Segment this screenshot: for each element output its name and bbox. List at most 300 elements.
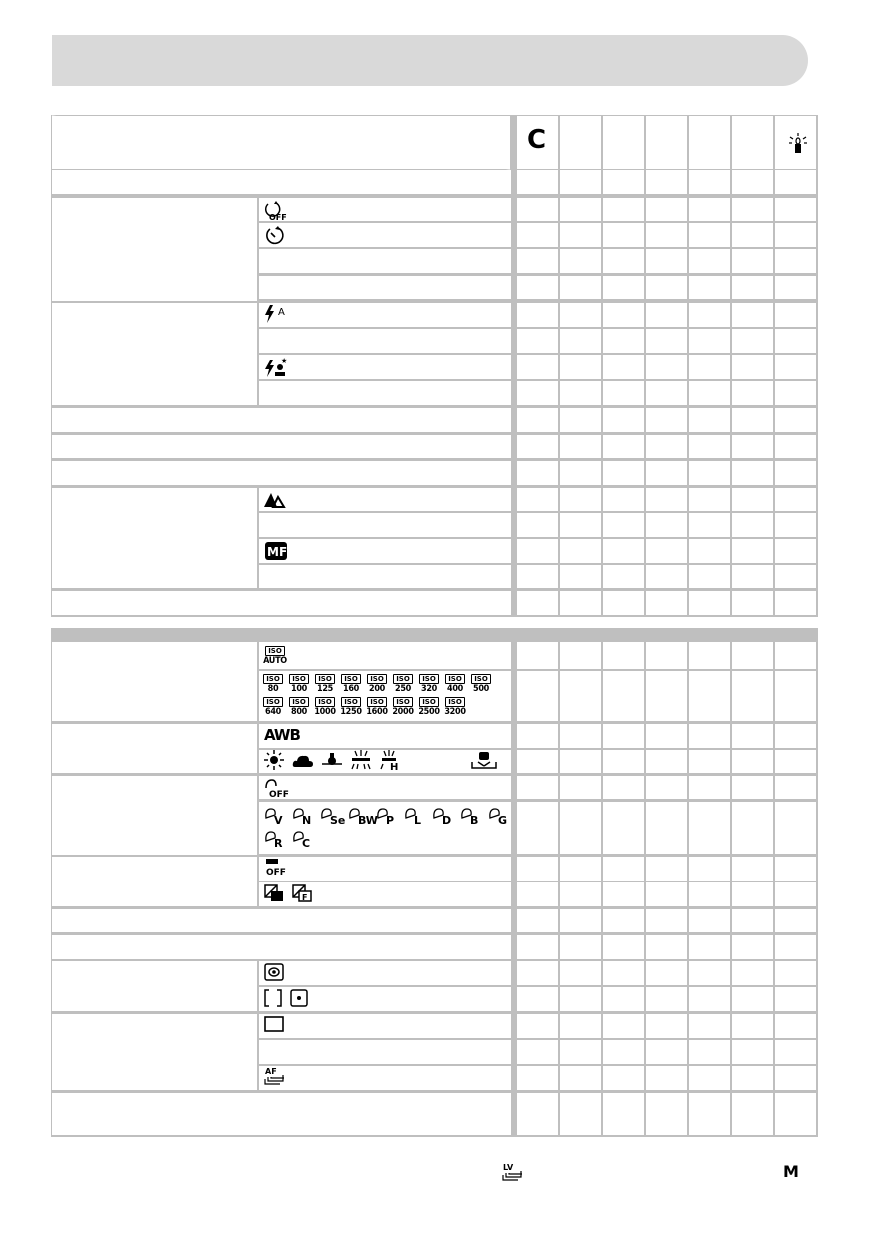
table-cell (603, 539, 644, 563)
table-cell (689, 249, 730, 273)
iso-values-row-2 (262, 697, 466, 717)
table-cell (775, 961, 816, 985)
table-cell (646, 591, 687, 615)
table-cell (775, 276, 816, 299)
table-cell (646, 909, 687, 932)
table-cell (603, 198, 644, 221)
svg-text:MF: MF (267, 545, 288, 559)
exposure-bracket-icon (264, 884, 284, 902)
table-cell (560, 488, 601, 511)
bracket-icons-row (264, 884, 312, 902)
table-cell (689, 961, 730, 985)
table-cell (689, 223, 730, 247)
table-cell (603, 802, 644, 854)
table-cell (603, 329, 644, 353)
table-cell (603, 1040, 644, 1064)
table-cell (517, 539, 558, 563)
table-cell (603, 1093, 644, 1135)
group-label-cell (52, 961, 257, 1011)
table-cell (603, 355, 644, 379)
table-cell (646, 750, 687, 773)
table-cell (517, 223, 558, 247)
table-cell (603, 671, 644, 721)
table-cell (603, 381, 644, 405)
table-cell (775, 170, 816, 194)
table-cell (732, 935, 773, 959)
table-cell (560, 857, 601, 881)
table-cell (560, 987, 601, 1011)
table-cell (689, 776, 730, 799)
my-colors-icon (264, 806, 288, 826)
table-cell (603, 223, 644, 247)
my-colors-icon (320, 806, 344, 826)
table-cell (689, 1066, 730, 1090)
group-label-cell (52, 1014, 257, 1090)
svg-text:D: D (442, 814, 452, 827)
table-cell (689, 987, 730, 1011)
table-cell (732, 642, 773, 669)
table-cell (603, 750, 644, 773)
row-label-cell (52, 461, 511, 485)
my-colors-icon (404, 806, 428, 826)
table-cell (689, 802, 730, 854)
table-cell (646, 987, 687, 1011)
table-cell (517, 1066, 558, 1090)
flash-auto-icon (264, 305, 292, 323)
table-cell (689, 276, 730, 299)
table-cell (732, 329, 773, 353)
my-colors-icon (488, 806, 512, 826)
svg-text:A: A (278, 307, 285, 318)
custom-white-balance-icon (470, 750, 498, 770)
iso-value-icon: ISO 640 (264, 698, 281, 717)
table-cell (775, 435, 816, 458)
table-cell (560, 1093, 601, 1135)
table-cell (732, 408, 773, 432)
table-cell (775, 408, 816, 432)
svg-text:OFF: OFF (266, 868, 286, 878)
iso-value-icon: ISO 1000 (314, 698, 336, 717)
table-cell (603, 1066, 644, 1090)
table-cell (603, 249, 644, 273)
iso-value-icon: ISO 80 (262, 674, 284, 694)
row-label-cell (52, 408, 511, 432)
table-cell (646, 935, 687, 959)
table-cell (732, 1066, 773, 1090)
table-cell (732, 170, 773, 194)
group-label-cell (52, 857, 257, 906)
table-cell (646, 802, 687, 854)
table-cell (689, 488, 730, 511)
table-cell (689, 750, 730, 773)
svg-text:BW: BW (358, 814, 378, 827)
table-cell (732, 513, 773, 537)
option-cell (259, 198, 511, 221)
column-header-cell (603, 116, 644, 169)
my-colors-icon (432, 806, 456, 826)
row-label-cell (52, 935, 511, 959)
table-cell (689, 724, 730, 748)
table-cell (732, 671, 773, 721)
table-cell (732, 249, 773, 273)
iso-value-icon: ISO 125 (316, 675, 333, 694)
my-colors-icon (264, 829, 288, 849)
my-colors-icon (376, 806, 400, 826)
table-cell (646, 435, 687, 458)
table-cell (646, 882, 687, 906)
table-cell (732, 488, 773, 511)
table-cell (775, 724, 816, 748)
table-cell (517, 329, 558, 353)
table-cell (560, 724, 601, 748)
iso-value-icon: ISO 160 (342, 675, 359, 694)
spot-metering-icon (290, 989, 308, 1007)
iso-value-icon: ISO 2000 (392, 698, 414, 717)
table-cell (603, 303, 644, 327)
table-cell (646, 513, 687, 537)
table-cell (775, 671, 816, 721)
table-cell (603, 1014, 644, 1038)
table-cell (560, 642, 601, 669)
svg-text:R: R (274, 837, 283, 850)
option-cell (259, 1066, 511, 1090)
table-cell (646, 1040, 687, 1064)
option-cell (259, 1040, 511, 1064)
table-cell (517, 724, 558, 748)
auto-white-balance-icon: AWB (264, 726, 300, 744)
table-cell (560, 276, 601, 299)
table-cell (517, 488, 558, 511)
table-cell (646, 1066, 687, 1090)
group-label-cell (52, 198, 257, 301)
table-cell (603, 408, 644, 432)
table-cell (646, 329, 687, 353)
table-cell (689, 513, 730, 537)
table-cell (560, 461, 601, 485)
table-cell (775, 591, 816, 615)
table-cell (646, 303, 687, 327)
table-cell (560, 802, 601, 854)
table-cell (775, 329, 816, 353)
table-cell (689, 1093, 730, 1135)
table-cell (603, 909, 644, 932)
iso-value-icon: ISO 100 (290, 675, 307, 694)
table-cell (646, 961, 687, 985)
section-divider (51, 628, 818, 640)
evaluative-metering-icon (264, 963, 284, 981)
table-cell (646, 565, 687, 588)
table-cell (646, 276, 687, 299)
table-cell (603, 435, 644, 458)
table-cell (732, 724, 773, 748)
table-cell (689, 1014, 730, 1038)
table-cell (517, 276, 558, 299)
my-colors-icon (292, 806, 316, 826)
table-cell (775, 1040, 816, 1064)
table-cell (732, 882, 773, 906)
table-cell (603, 276, 644, 299)
table-cell (732, 381, 773, 405)
table-cell (646, 170, 687, 194)
table-cell (689, 857, 730, 881)
table-cell (517, 802, 558, 854)
bracket-off-icon (264, 858, 286, 876)
table-cell (775, 249, 816, 273)
table-cell (517, 671, 558, 721)
table-cell (775, 935, 816, 959)
option-cell (259, 223, 511, 247)
iso-value-icon: ISO 1600 (366, 698, 388, 717)
table-cell (689, 935, 730, 959)
table-cell (775, 303, 816, 327)
table-cell (732, 303, 773, 327)
table-cell (732, 857, 773, 881)
option-cell (259, 249, 511, 273)
table-cell (517, 198, 558, 221)
iso-value-icon: ISO 500 (472, 675, 489, 694)
column-header-c: C (527, 125, 547, 155)
table-cell (646, 461, 687, 485)
table-cell (775, 909, 816, 932)
lv-continuous-icon (502, 1162, 524, 1187)
table-cell (646, 488, 687, 511)
cloudy-icon (292, 751, 314, 769)
svg-text:N: N (302, 814, 312, 827)
self-timer-icon (264, 225, 286, 247)
table-cell (689, 303, 730, 327)
svg-text:★: ★ (281, 357, 288, 365)
table-cell (603, 935, 644, 959)
svg-text:G: G (498, 814, 508, 827)
table-cell (689, 591, 730, 615)
table-cell (732, 987, 773, 1011)
group-label-cell (52, 724, 257, 773)
iso-value-icon: ISO 1250 (340, 698, 362, 717)
my-colors-row-2 (264, 829, 316, 849)
table-cell (775, 565, 816, 588)
table-cell (560, 776, 601, 799)
table-cell (560, 435, 601, 458)
table-cell (775, 488, 816, 511)
option-cell (259, 857, 511, 881)
row-label-cell (52, 435, 511, 458)
table-cell (517, 170, 558, 194)
table-cell (732, 565, 773, 588)
row-label-cell (52, 1093, 511, 1135)
table-cell (689, 381, 730, 405)
table-cell (560, 961, 601, 985)
table-cell (732, 198, 773, 221)
section-gap (51, 617, 818, 628)
svg-text:C: C (302, 837, 311, 850)
table-cell (775, 750, 816, 773)
table-cell (732, 1040, 773, 1064)
table-cell (689, 1040, 730, 1064)
table-cell (732, 435, 773, 458)
table-cell (646, 724, 687, 748)
table-cell (689, 435, 730, 458)
table-cell (775, 776, 816, 799)
table-cell (775, 461, 816, 485)
iso-value-icon: ISO 800 (290, 698, 307, 717)
table-cell (732, 276, 773, 299)
option-cell (259, 1014, 511, 1038)
my-colors-off-icon (264, 778, 289, 800)
svg-text:L: L (414, 814, 422, 827)
table-cell (689, 909, 730, 932)
table-cell (517, 381, 558, 405)
option-cell (259, 303, 511, 327)
table-cell (775, 987, 816, 1011)
table-cell (732, 1093, 773, 1135)
option-cell (259, 329, 511, 353)
table-cell (517, 882, 558, 906)
table-cell (775, 381, 816, 405)
option-cell (259, 539, 511, 563)
table-cell (689, 329, 730, 353)
table-cell (732, 776, 773, 799)
table-cell (646, 642, 687, 669)
table-cell (560, 671, 601, 721)
group-label-cell (52, 642, 257, 721)
table-cell (646, 857, 687, 881)
column-header-cell (646, 116, 687, 169)
row-label-cell (52, 591, 511, 615)
row-label-cell (52, 909, 511, 932)
iso-value-icon: ISO 400 (446, 675, 463, 694)
table-cell (775, 1093, 816, 1135)
table-cell (517, 642, 558, 669)
table-cell (775, 223, 816, 247)
table-cell (732, 750, 773, 773)
table-cell (689, 565, 730, 588)
table-cell (560, 565, 601, 588)
table-cell (732, 961, 773, 985)
table-cell (775, 1014, 816, 1038)
table-cell (517, 513, 558, 537)
af-continuous-icon (264, 1066, 286, 1086)
column-header-cell (560, 116, 601, 169)
fluorescent-h-icon (380, 750, 404, 773)
table-cell (517, 987, 558, 1011)
table-cell (646, 223, 687, 247)
table-cell (646, 249, 687, 273)
svg-text:V: V (274, 814, 283, 827)
header-corner-cell (52, 116, 510, 169)
my-colors-icon (460, 806, 484, 826)
table-cell (646, 776, 687, 799)
table-cell (775, 539, 816, 563)
column-header-cell (689, 116, 730, 169)
table-cell (646, 1014, 687, 1038)
table-cell (646, 381, 687, 405)
table-cell (732, 461, 773, 485)
table-cell (603, 857, 644, 881)
table-cell (775, 355, 816, 379)
table-cell (689, 882, 730, 906)
svg-text:P: P (386, 814, 395, 827)
iso-value-icon: ISO 3200 (444, 698, 466, 717)
focus-bracket-icon (292, 884, 312, 902)
table-cell (646, 539, 687, 563)
table-cell (603, 724, 644, 748)
table-cell (560, 513, 601, 537)
table-cell (689, 170, 730, 194)
table-cell (689, 671, 730, 721)
table-cell (560, 882, 601, 906)
table-cell (603, 170, 644, 194)
svg-text:Se: Se (330, 814, 346, 827)
table-cell (689, 408, 730, 432)
flash-slow-sync-icon (264, 358, 288, 378)
table-cell (560, 198, 601, 221)
center-weighted-metering-icon (264, 989, 282, 1007)
table-cell (775, 642, 816, 669)
table-cell (517, 435, 558, 458)
table-cell (646, 1093, 687, 1135)
table-cell (646, 355, 687, 379)
iso-value-icon: ISO 250 (394, 675, 411, 694)
table-cell (603, 513, 644, 537)
group-label-cell (52, 488, 257, 588)
table-cell (775, 1066, 816, 1090)
table-cell (603, 461, 644, 485)
table-cell (517, 857, 558, 881)
table-cell (603, 961, 644, 985)
table-cell (560, 909, 601, 932)
table-cell (689, 461, 730, 485)
table-cell (689, 539, 730, 563)
table-cell (517, 408, 558, 432)
table-cell (775, 882, 816, 906)
table-cell (689, 355, 730, 379)
table-cell (732, 802, 773, 854)
option-cell (259, 565, 511, 588)
table-cell (517, 1014, 558, 1038)
svg-text:AF: AF (265, 1067, 277, 1076)
table-cell (560, 170, 601, 194)
table-cell (560, 1066, 601, 1090)
self-timer-off-icon (264, 200, 287, 222)
footer-mode-m: M (783, 1162, 799, 1181)
table-cell (560, 408, 601, 432)
table-cell (560, 329, 601, 353)
svg-text:OFF: OFF (269, 790, 289, 800)
table-cell (560, 223, 601, 247)
table-cell (560, 303, 601, 327)
option-cell (259, 513, 511, 537)
table-cell (603, 776, 644, 799)
table-cell (603, 565, 644, 588)
column-header-cell (732, 116, 773, 169)
table-cell (732, 355, 773, 379)
my-colors-icon (348, 806, 378, 827)
table-cell (517, 909, 558, 932)
my-colors-row-1 (264, 806, 512, 826)
table-cell (560, 1040, 601, 1064)
table-cell (732, 223, 773, 247)
table-cell (560, 539, 601, 563)
svg-text:OFF: OFF (269, 213, 287, 222)
table-cell (603, 488, 644, 511)
table-cell (517, 750, 558, 773)
table-cell (560, 591, 601, 615)
table-cell (517, 776, 558, 799)
fluorescent-icon (350, 750, 372, 770)
group-label-cell (52, 776, 257, 855)
my-colors-icon (292, 829, 316, 849)
option-cell (259, 776, 511, 799)
